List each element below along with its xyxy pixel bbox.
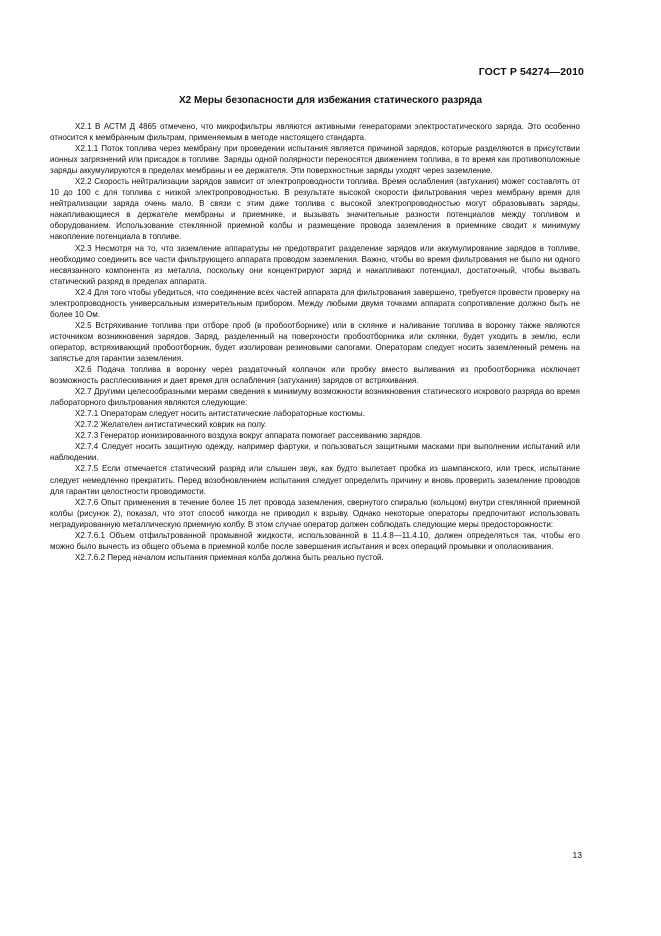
paragraph-x2-3: X2.3 Несмотря на то, что заземление аппаратуры не предотвратит разделение зарядов или аккумулирование зарядов в топливе, необходимо соединить все части фильтрующего аппарата проводом заземления. Важно, чтобы во время фильтрования не было ни одного несвязанного компонента из металла, поскольку они концентрируют заряд и накапливают потенциал, достаточный, чтобы вызвать статический разряд в пределах аппарата. <box>50 243 580 286</box>
paragraph-x2-7-4: X2.7.4 Следует носить защитную одежду, например фартуки, и пользоваться защитными масками при выполнении испытаний или наблюдении. <box>50 442 580 463</box>
section-title: X2 Меры безопасности для избежания статического разряда <box>178 95 483 106</box>
paragraph-x2-7: X2.7 Другими целесообразными мерами сведения к минимуму возможности возникновения статического искрового разряда во время лабораторного фильтрования являются следующие: <box>50 387 580 408</box>
paragraph-x2-7-1: X2.7.1 Операторам следует носить антистатические лабораторные костюмы. <box>75 409 365 419</box>
paragraph-x2-7-6-1: X2.7.6.1 Объем отфильтрованной промывной жидкости, использованной в 11.4.8—11.4.10, должен определяться так, чтобы его можно было вычесть из общего объема в приемной колбе после завершения испытания и всех операций промывки и ополаскивания. <box>50 530 580 551</box>
paragraph-x2-7-6-2: X2.7.6.2 Перед началом испытания приемная колба должна быть реально пустой. <box>75 552 384 562</box>
paragraph-x2-4: X2.4 Для того чтобы убедиться, что соединение всех частей аппарата для фильтрования завершено, требуется провести проверку на электропроводность универсальным измерительным прибором. Между любыми двумя точками аппарата сопротивление должно быть не более 10 Ом. <box>50 287 580 319</box>
paragraph-x2-7-2: X2.7.2 Желателен антистатический коврик на полу. <box>75 420 267 430</box>
body-text <box>50 121 580 563</box>
paragraph-x2-6: X2.6 Подача топлива в воронку через раздаточный колпачок или пробку вместо выливания из пробоотборника исключает возможность расплескивания и дает время для ослабления (затухания) зарядов от встряхивания. <box>50 365 580 386</box>
paragraph-x2-7-5: X2.7.5 Если отмечается статический разряд или слышен звук, как будто вылетает пробка из шампанского, или треск, испытание следует немедленно прекратить. Перед возобновлением испытания следует определить причину и вновь проверить заземление проводов для гарантии целостности проводимости. <box>50 464 580 496</box>
page-number: 13 <box>572 850 582 860</box>
standard-header: ГОСТ Р 54274—2010 <box>478 66 584 78</box>
paragraph-x2-7-6: X2.7.6 Опыт применения в течение более 15 лет провода заземления, свернутого спиралью (кольцом) внутри стеклянной приемной колбы (рисунок 2), показал, что этот способ никогда не приводил к взрыву. Однако некоторые операторы предпочитают использовать неградуированную металлическую приемную колбу. В этом случае оператор должен соблюдать следующие меры предосторожности: <box>50 497 580 529</box>
paragraph-x2-5: X2.5 Встряхивание топлива при отборе проб (в пробоотборнике) или в склянке и наливание топлива в воронку также являются источником возникновения зарядов. Заряд, разделенный на поверхности пробоотборника или склянки, будет уходить в землю, если оператор, встряхивающий пробоотборник, будет изолирован резиновыми сапогами. Операторам следует носить заземленный ремень на запястье для гарантии заземления. <box>50 320 580 363</box>
paragraph-x2-1: X2.1 В АСТМ Д 4865 отмечено, что микрофильтры являются активными генераторами электростатического заряда. Это особенно относится к мембранным фильтрам, применяемым в методе настоящего стандарта. <box>50 122 580 143</box>
paragraph-x2-2: X2.2 Скорость нейтрализации зарядов зависит от электропроводности топлива. Время ослабления (затухания) может составлять от 10 до 100 с для топлива с низкой электропроводностью. В результате высокой скорости фильтрования через мембрану время для нейтрализации заряда очень мало. В связи с этим даже топлива с высокой электропроводностью могут образовывать заряды, накапливающиеся в держателе мембраны и приемнике, и вызывать значительные разности потенциалов между топливом и оборудованием. Использование стеклянной приемной колбы и размещение провода заземления в приемнике сводит к минимуму накопление потенциала в топливе. <box>50 177 580 242</box>
paragraph-x2-1-1: X2.1.1 Поток топлива через мембрану при проведении испытания является причиной зарядов, которые разделяются в присутствии ионных загрязнений или присадок в топливе. Заряды одной полярности переносятся движением топлива, в то время как противоположные заряды аккумулируются в пределах мембраны и ее держателя. Эти поверхностные заряды уходят через заземление. <box>50 144 580 176</box>
paragraph-x2-7-3: X2.7.3 Генератор ионизированного воздуха вокруг аппарата помогает рассеиванию зарядов. <box>75 431 423 441</box>
